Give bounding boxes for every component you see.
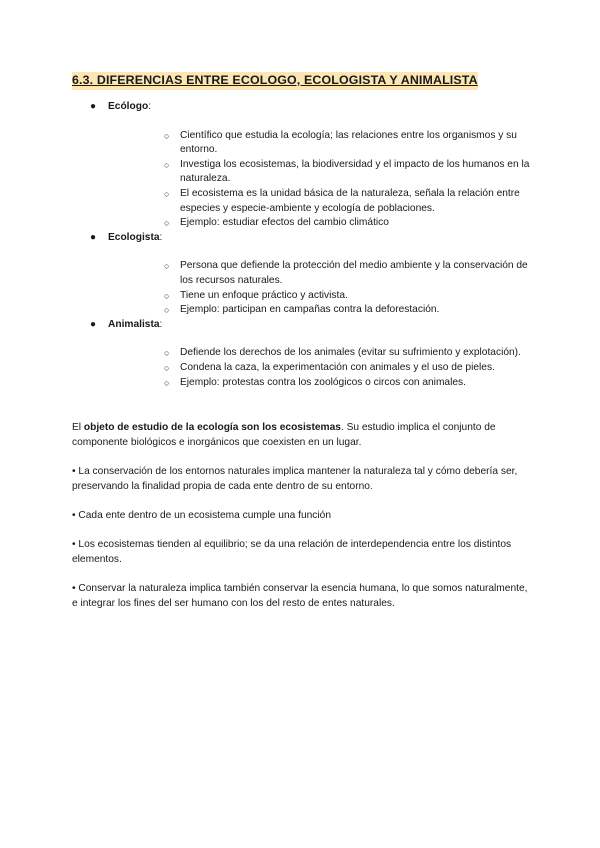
body-paragraphs — [72, 420, 532, 625]
list-item-ecologista — [72, 231, 542, 318]
bullet-paragraph: • Conservar la naturaleza implica también conservar la esencia humana, lo que somos naturalmente, e integrar los fines del ser humano con los del resto de entes naturales. — [72, 583, 528, 609]
bullet-circle-icon: ○ — [164, 377, 170, 388]
section-heading: 6.3. DIFERENCIAS ENTRE ECOLOGO, ECOLOGISTA Y ANIMALISTA — [72, 72, 478, 90]
sublist-item — [108, 289, 542, 304]
bullet-paragraph: • La conservación de los entornos naturales implica mantener la naturaleza tal y cómo debería ser, preservando la finalidad propia de cada ente dentro de su entorno. — [72, 466, 518, 492]
bullet-circle-icon: ○ — [164, 130, 170, 141]
definitions-list — [72, 100, 542, 390]
sublist-item-text: Ejemplo: participan en campañas contra la deforestación. — [180, 304, 440, 316]
sublist-item-text: Persona que defiende la protección del medio ambiente y la conservación de los recursos naturales. — [180, 260, 528, 286]
bullet-dot-icon: ● — [90, 231, 97, 243]
bullet-paragraph: • Los ecosistemas tienden al equilibrio; se da una relación de interdependencia entre los distintos elementos. — [72, 539, 512, 565]
term-label: Animalista — [108, 318, 160, 330]
sublist-item-text: Tiene un enfoque práctico y activista. — [180, 289, 348, 301]
intro-paragraph — [72, 420, 532, 450]
sublist — [108, 129, 542, 231]
intro-post: . Su estudio implica el conjunto de componente biológicos e inorgánicos que coexisten en un lugar. — [72, 422, 496, 448]
sublist-item-text: Investiga los ecosistemas, la biodiversidad y el impacto de los humanos en la naturaleza. — [180, 158, 530, 185]
bullet-circle-icon: ○ — [164, 305, 170, 316]
bullet-circle-icon: ○ — [164, 188, 170, 199]
sublist-item-text: Científico que estudia la ecología; las relaciones entre los organismos y su entorno. — [180, 129, 517, 156]
sublist-item-text: Condena la caza, la experimentación con animales y el uso de pieles. — [180, 361, 495, 373]
sublist-item-text: Ejemplo: estudiar efectos del cambio climático — [180, 217, 389, 229]
sublist — [108, 259, 542, 317]
sublist-item — [108, 187, 542, 216]
bullet-circle-icon: ○ — [164, 218, 170, 229]
bullet-circle-icon: ○ — [164, 290, 170, 301]
sublist-item — [108, 346, 542, 361]
sublist-item — [108, 303, 542, 318]
sublist — [108, 346, 542, 390]
sublist-item — [108, 129, 542, 158]
bullet-dot-icon: ● — [90, 318, 97, 330]
bullet-circle-icon: ○ — [164, 261, 170, 272]
sublist-item-text: Ejemplo: protestas contra los zoológicos o circos con animales. — [180, 376, 466, 388]
sublist-item — [108, 216, 542, 231]
term-colon: : — [159, 318, 163, 330]
list-item-ecologo — [72, 100, 542, 231]
heading-wrap — [72, 71, 478, 90]
list-item-animalista — [72, 318, 542, 390]
term-colon: : — [159, 231, 163, 243]
sublist-item-text: El ecosistema es la unidad básica de la naturaleza, señala la relación entre especies y especie-ambiente y ecología de poblaciones. — [180, 187, 520, 214]
sublist-item — [108, 376, 542, 391]
bullet-circle-icon: ○ — [164, 348, 170, 359]
sublist-item-text: Defiende los derechos de los animales (evitar su sufrimiento y explotación). — [180, 347, 521, 359]
intro-bold: objeto de estudio de la ecología son los ecosistemas — [83, 422, 341, 433]
sublist-item — [108, 259, 542, 288]
bullet-circle-icon: ○ — [164, 362, 170, 373]
term-colon: : — [148, 101, 152, 112]
sublist-item — [108, 361, 542, 376]
sublist-item — [108, 158, 542, 187]
bullet-paragraph: • Cada ente dentro de un ecosistema cumple una función — [72, 510, 331, 521]
term-label: Ecologista — [108, 231, 160, 243]
intro-pre: El — [72, 422, 84, 433]
bullet-dot-icon: ● — [90, 101, 97, 112]
term-label: Ecólogo — [108, 101, 149, 112]
bullet-circle-icon: ○ — [164, 159, 170, 170]
